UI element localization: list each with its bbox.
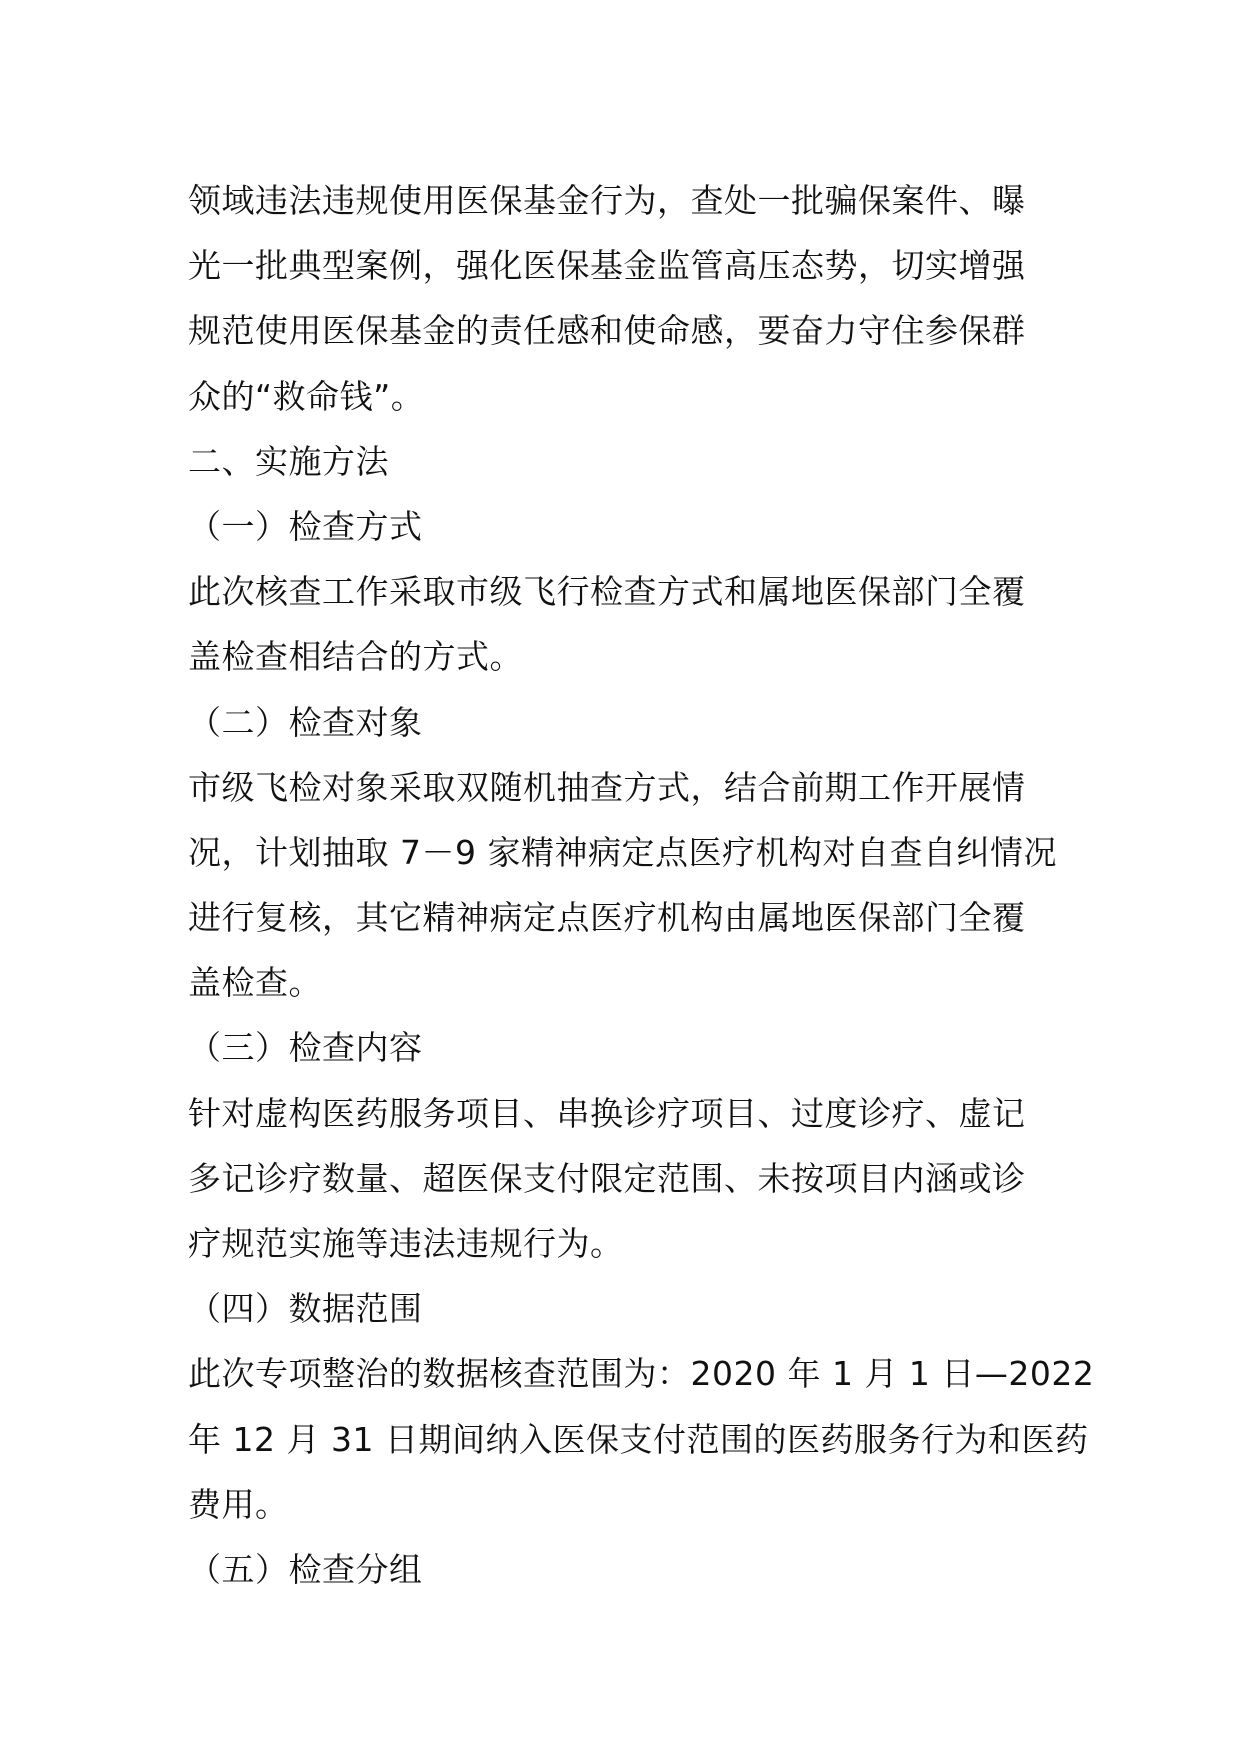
paragraph-line: 盖检查相结合的方式。 <box>188 637 523 677</box>
paragraph-line: 况，计划抽取 7－9 家精神病定点医疗机构对自查自纠情况 <box>188 832 1057 872</box>
paragraph-line: 盖检查。 <box>188 963 322 1003</box>
subsection-heading: （三）检查内容 <box>188 1028 423 1068</box>
paragraph-line: 市级飞检对象采取双随机抽查方式，结合前期工作开展情 <box>188 767 1026 807</box>
subsection-heading: （二）检查对象 <box>188 702 423 742</box>
paragraph-line: 进行复核，其它精神病定点医疗机构由属地医保部门全覆 <box>188 898 1026 938</box>
paragraph-line: 此次专项整治的数据核查范围为：2020 年 1 月 1 日—2022 <box>188 1354 1095 1394</box>
section-heading: 二、实施方法 <box>188 441 389 481</box>
document-body <box>188 168 1095 1602</box>
paragraph-line: 众的“救命钱”。 <box>188 376 425 416</box>
paragraph-line: 光一批典型案例，强化医保基金监管高压态势，切实增强 <box>188 246 1026 286</box>
paragraph-line: 领域违法违规使用医保基金行为，查处一批骗保案件、曝 <box>188 181 1026 220</box>
subsection-heading: （四）数据范围 <box>188 1289 423 1329</box>
subsection-heading: （一）检查方式 <box>188 506 423 546</box>
paragraph-line: 规范使用医保基金的责任感和使命感，要奋力守住参保群 <box>188 311 1026 351</box>
paragraph-line: 年 12 月 31 日期间纳入医保支付范围的医药服务行为和医药 <box>188 1419 1089 1459</box>
subsection-heading: （五）检查分组 <box>188 1549 423 1589</box>
paragraph-line: 此次核查工作采取市级飞行检查方式和属地医保部门全覆 <box>188 572 1026 612</box>
paragraph-line: 多记诊疗数量、超医保支付限定范围、未按项目内涵或诊 <box>188 1158 1026 1198</box>
paragraph-line: 疗规范实施等违法违规行为。 <box>188 1224 624 1263</box>
paragraph-line: 费用。 <box>188 1484 289 1524</box>
paragraph-line: 针对虚构医药服务项目、串换诊疗项目、过度诊疗、虚记 <box>188 1093 1026 1133</box>
